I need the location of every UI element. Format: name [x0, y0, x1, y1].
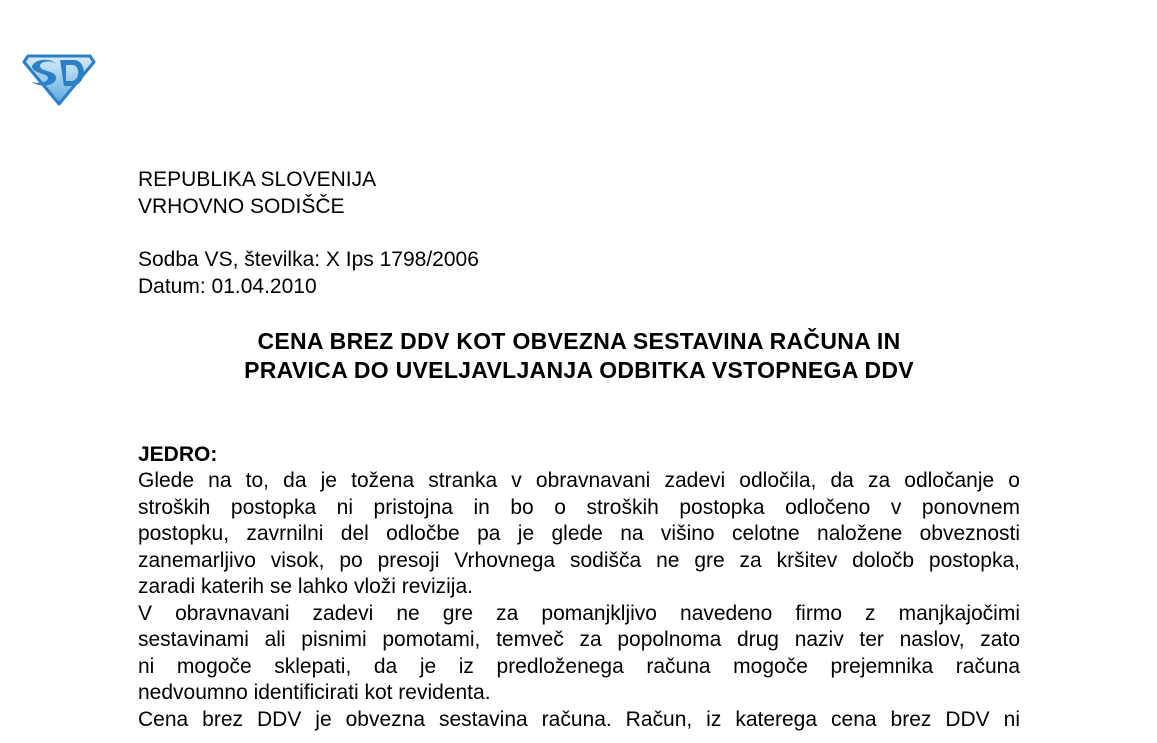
country-name: REPUBLIKA SLOVENIJA — [138, 168, 377, 191]
text-line: sestavinami ali pisnimi pomotami, temveč za popolnoma drug naziv ter naslov, zato — [138, 628, 1020, 651]
text-line: nedvoumno identificirati kot revidenta. — [138, 681, 491, 704]
section-heading: JEDRO: — [138, 443, 218, 466]
text-line: ni mogoče sklepati, da je iz predloženega računa mogoče prejemnika računa — [138, 654, 1020, 678]
court-logo-icon — [22, 48, 96, 106]
paragraph-3 — [138, 707, 1020, 734]
judgment-meta — [138, 246, 479, 300]
title-line-1: CENA BREZ DDV KOT OBVEZNA SESTAVINA RAČUNA IN — [257, 328, 901, 354]
case-number: Sodba VS, številka: X Ips 1798/2006 — [138, 248, 479, 271]
text-line: zaradi katerih se lahko vloži revizija. — [138, 575, 473, 598]
text-line: Cena brez DDV je obvezna sestavina računa. Račun, iz katerega cena brez DDV ni — [138, 707, 1020, 731]
paragraph-1 — [138, 468, 1020, 601]
court-logo — [22, 48, 96, 106]
text-line: postopku, zavrnilni del odločbe pa je glede na višino celotne naložene obveznosti — [138, 522, 1020, 545]
court-name: VRHOVNO SODIŠČE — [138, 195, 345, 218]
text-line: stroških postopka ni pristojna in bo o stroških postopka odločeno v ponovnem — [138, 495, 1020, 519]
court-header — [138, 166, 376, 220]
text-line: V obravnavani zadevi ne gre za pomanjkljivo navedeno firmo z manjkajočimi — [138, 601, 1020, 625]
title-line-2: PRAVICA DO UVELJAVLJANJA ODBITKA VSTOPNEGA DDV — [244, 357, 914, 383]
document-title — [138, 327, 1020, 385]
paragraph-2 — [138, 601, 1020, 707]
summary-body — [138, 468, 1020, 733]
judgment-date: Datum: 01.04.2010 — [138, 275, 317, 298]
text-line: zanemarljivo visok, po presoji Vrhovnega sodišča ne gre za kršitev določb postopka, — [138, 548, 1020, 572]
text-line: Glede na to, da je tožena stranka v obravnavani zadevi odločila, da za odločanje o — [138, 469, 1020, 492]
